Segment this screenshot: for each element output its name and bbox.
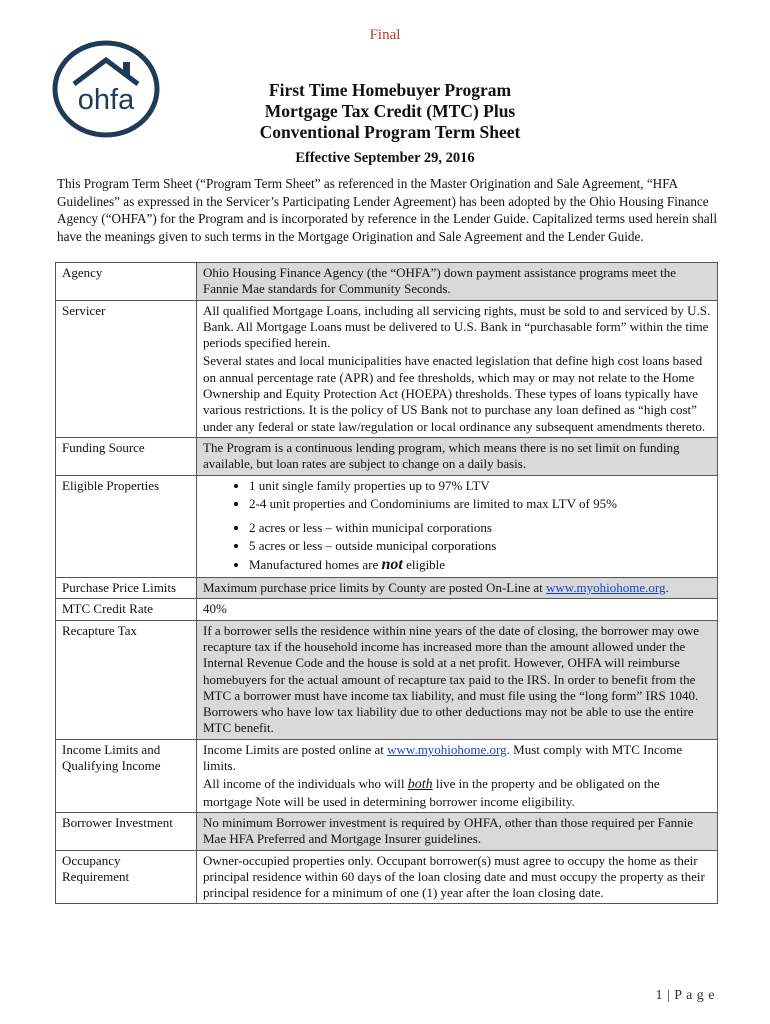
income-p2-post: live in the property and be obligated on the mortgage Note will be used in determining borrower income eligibility. — [203, 776, 660, 809]
row-value-income — [197, 739, 718, 812]
row-label-occupancy: Occupancy Requirement — [56, 850, 197, 904]
income-p2-emphasis: both — [407, 777, 433, 793]
income-p2-pre: All income of the individuals who will — [203, 776, 405, 792]
purchase-text: Maximum purchase price limits by County are posted On-Line at — [203, 580, 543, 596]
myohiohome-link[interactable]: www.myohiohome.org — [545, 580, 666, 596]
row-value-investment: No minimum Borrower investment is required by OHFA, other than those required per Fannie Mae HFA Preferred and Mortgage Insurer guidelines. — [197, 812, 718, 850]
list-item: • 1 unit single family properties up to 97% LTV — [249, 478, 711, 494]
income-text-end: . Must comply with MTC Income limits. — [203, 741, 683, 774]
myohiohome-link[interactable]: www.myohiohome.org — [387, 741, 507, 757]
page-label: | P a g e — [667, 988, 715, 1003]
servicer-paragraph-2: Several states and local municipalities have enacted legislation that define high cost loans based on annual percentage rate (APR) and fee thresholds, which may or may not relate to the Home Ownership and Equity Protection Act (HOEPA) thresholds. These types of loans typically have various restrictions. It is the policy of US Bank not to purchase any loan defined as “high cost” under any federal or state law/regulation or local ordinance any subsequent amendments thereto. — [203, 353, 706, 434]
page-footer — [656, 988, 716, 1004]
row-value-purchase — [197, 578, 718, 599]
row-label-servicer: Servicer — [56, 300, 197, 437]
row-value-occupancy: Owner-occupied properties only. Occupant borrower(s) must agree to occupy the home as their principal residence within 60 days of the loan closing date and must occupy the property as their principal residence for a minimum of one (1) year after the loan closing date. — [197, 850, 718, 904]
title-line-1: First Time Homebuyer Program — [268, 80, 512, 100]
table-row — [56, 850, 718, 904]
table-row — [56, 599, 718, 620]
row-label-agency: Agency — [56, 263, 197, 301]
row-value-servicer — [197, 300, 718, 437]
table-row — [56, 739, 718, 812]
title-block — [180, 80, 600, 143]
servicer-paragraph-1: All qualified Mortgage Loans, including all servicing rights, must be sold to and serviced by U.S. Bank. All Mortgage Loans must be delivered to U.S. Bank in “purchasable form” within the time periods specified herein. — [203, 302, 711, 351]
table-row — [56, 475, 718, 577]
income-paragraph-2 — [203, 776, 711, 810]
title-line-2: Mortgage Tax Credit (MTC) Plus — [264, 101, 516, 121]
row-value-funding: The Program is a continuous lending program, which means there is no set limit on funding available, but loan rates are subject to change on a daily basis. — [197, 437, 718, 475]
row-label-investment: Borrower Investment — [56, 812, 197, 850]
manufactured-emphasis: not — [381, 555, 403, 573]
manufactured-pre: Manufactured homes are — [249, 556, 379, 572]
intro-paragraph: This Program Term Sheet (“Program Term Sheet” as referenced in the Master Origination and Sale Agreement, “HFA Guidelines” as expressed in the Servicer’s Participating Lender Agreement) has been adopted by the Ohio Housing Finance Agency (“OHFA”) for the Program and is incorporated by reference in the Lender Guide. Capitalized terms used herein shall have the meanings given to such terms in the Mortgage Origination and Sale Agreement and the Lender Guide. — [57, 176, 717, 244]
table-row — [56, 437, 718, 475]
effective-date: Effective September 29, 2016 — [295, 150, 475, 166]
purchase-text-end: . — [665, 580, 669, 596]
row-label-recapture: Recapture Tax — [56, 620, 197, 739]
row-value-mtc: 40% — [197, 599, 718, 620]
table-row — [56, 578, 718, 599]
document-status: Final — [369, 27, 401, 43]
table-row — [56, 300, 718, 437]
table-row — [56, 263, 718, 301]
list-item: • 5 acres or less – outside municipal corporations — [249, 538, 711, 554]
row-label-mtc: MTC Credit Rate — [56, 599, 197, 620]
row-label-funding: Funding Source — [56, 437, 197, 475]
list-item: • 2 acres or less – within municipal corporations — [249, 520, 711, 536]
manufactured-post: eligible — [406, 556, 446, 572]
list-item: • 2-4 unit properties and Condominiums are limited to max LTV of 95% — [249, 496, 711, 512]
table-row — [56, 812, 718, 850]
svg-text:ohfa: ohfa — [77, 84, 135, 116]
income-paragraph-1 — [203, 742, 711, 775]
income-text: Income Limits are posted online at — [203, 741, 384, 757]
row-value-agency: Ohio Housing Finance Agency (the “OHFA”) down payment assistance programs meet the Fannie Mae standards for Community Seconds. — [197, 263, 718, 301]
page-number: 1 — [655, 988, 663, 1003]
row-label-eligible: Eligible Properties — [56, 475, 197, 577]
list-item — [249, 557, 711, 573]
ohfa-logo — [52, 40, 160, 138]
eligible-bullet-list — [203, 478, 711, 573]
title-line-3: Conventional Program Term Sheet — [259, 122, 521, 142]
row-value-eligible — [197, 475, 718, 577]
table-row — [56, 620, 718, 739]
row-label-income: Income Limits and Qualifying Income — [56, 739, 197, 812]
term-sheet-table — [55, 262, 718, 904]
row-label-purchase: Purchase Price Limits — [56, 578, 197, 599]
row-value-recapture: If a borrower sells the residence within nine years of the date of closing, the borrower may owe recapture tax if the household income has increased more than the amount allowed under the Internal Revenue Code and the house is sold at a net profit. However, OHFA will reimburse homebuyers for the actual amount of recapture tax paid to the IRS. In order to benefit from the MTC a borrower must have income tax liability, and must file using the “long form” IRS 1040. Borrowers who have low tax liability due to other deductions may not be able to use the entire MTC benefit. — [197, 620, 718, 739]
